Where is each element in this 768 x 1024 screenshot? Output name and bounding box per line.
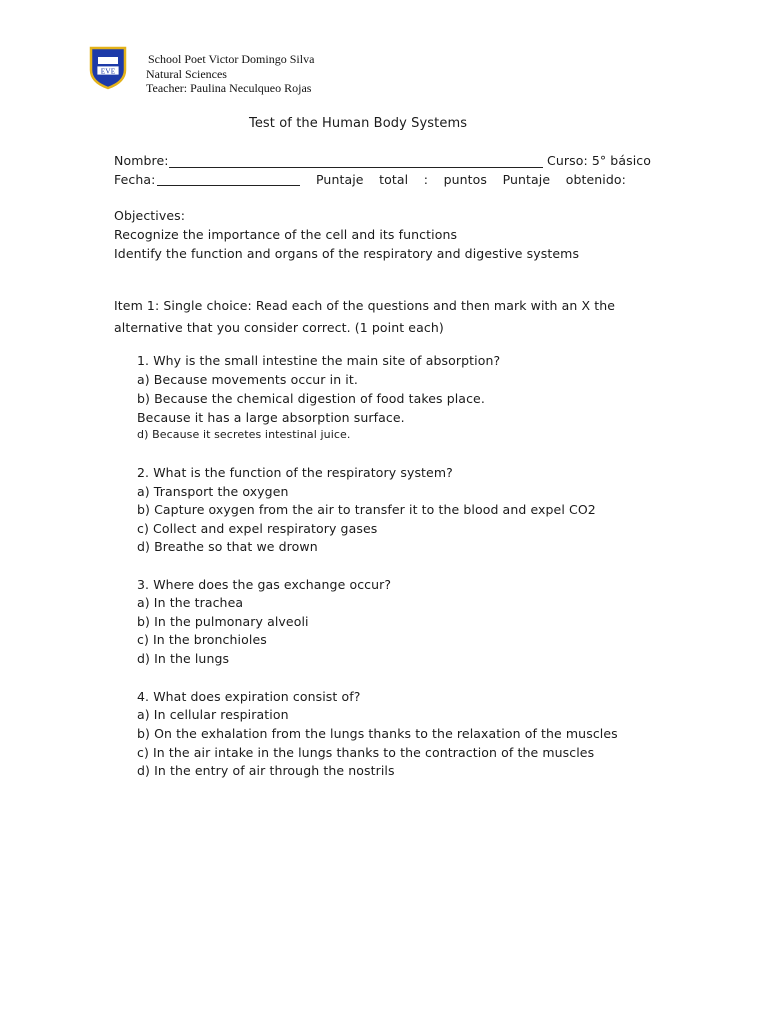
option-d[interactable]: d) In the lungs [137, 651, 230, 666]
option-d[interactable]: d) Breathe so that we drown [137, 539, 318, 554]
question-text: 1. Why is the small intestine the main site of absorption? [137, 353, 501, 368]
option-c[interactable]: c) In the bronchioles [137, 632, 267, 647]
question-text: 3. Where does the gas exchange occur? [137, 577, 392, 592]
option-b[interactable]: b) Because the chemical digestion of food takes place. [137, 391, 485, 406]
name-underline[interactable] [169, 167, 543, 168]
logo-text: EVE [100, 66, 116, 76]
objective-item: Recognize the importance of the cell and its functions [114, 227, 458, 242]
objective-item: Identify the function and organs of the respiratory and digestive systems [114, 246, 580, 261]
subject-name: Natural Sciences [146, 67, 227, 81]
score-word: : [423, 172, 429, 187]
score-word: puntos [443, 172, 488, 187]
question-text: 4. What does expiration consist of? [137, 689, 361, 704]
option-c[interactable]: Because it has a large absorption surface. [137, 410, 405, 425]
option-b[interactable]: b) Capture oxygen from the air to transfer it to the blood and expel CO2 [137, 502, 596, 517]
option-c[interactable]: c) In the air intake in the lungs thanks to the contraction of the muscles [137, 745, 595, 760]
option-a[interactable]: a) Because movements occur in it. [137, 372, 358, 387]
score-line [316, 172, 626, 187]
page-title: Test of the Human Body Systems [249, 116, 468, 131]
name-label: Nombre: [114, 153, 169, 168]
option-d[interactable]: d) Because it secretes intestinal juice. [137, 428, 351, 441]
score-word: obtenido: [565, 172, 626, 187]
curso-text: Curso: 5° básico [547, 153, 652, 168]
score-word: Puntaje [502, 172, 551, 187]
date-label: Fecha: [114, 172, 156, 187]
score-word: total [379, 172, 409, 187]
teacher-name: Teacher: Paulina Neculqueo Rojas [146, 81, 312, 95]
instructions-line: Item 1: Single choice: Read each of the questions and then mark with an X the [114, 298, 616, 313]
option-a[interactable]: a) In cellular respiration [137, 707, 289, 722]
school-logo [88, 44, 128, 90]
objectives-heading: Objectives: [114, 208, 186, 223]
option-a[interactable]: a) Transport the oxygen [137, 484, 289, 499]
option-b[interactable]: b) In the pulmonary alveoli [137, 614, 309, 629]
school-name: School Poet Victor Domingo Silva [148, 52, 315, 66]
option-a[interactable]: a) In the trachea [137, 595, 244, 610]
option-c[interactable]: c) Collect and expel respiratory gases [137, 521, 378, 536]
instructions-line: alternative that you consider correct. (1 point each) [114, 320, 444, 335]
question-text: 2. What is the function of the respiratory system? [137, 465, 453, 480]
option-d[interactable]: d) In the entry of air through the nostrils [137, 763, 395, 778]
date-underline[interactable] [157, 185, 300, 186]
option-b[interactable]: b) On the exhalation from the lungs thanks to the relaxation of the muscles [137, 726, 618, 741]
score-word: Puntaje [316, 172, 364, 187]
